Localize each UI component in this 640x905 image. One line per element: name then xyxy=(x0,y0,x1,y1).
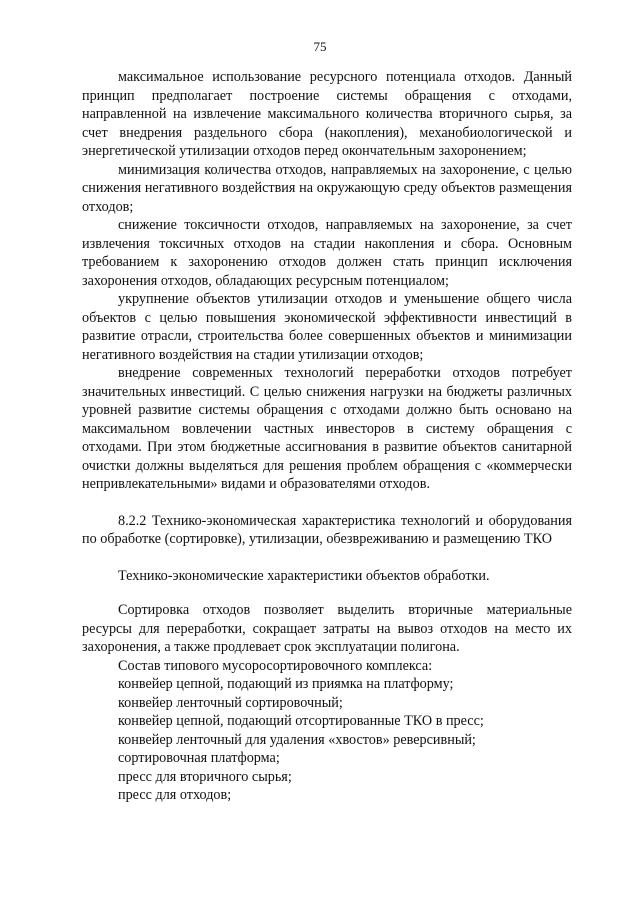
list-line: Состав типового мусоросортировочного комплекса: xyxy=(118,657,433,674)
list-line: пресс для вторичного сырья; xyxy=(118,768,292,785)
paragraph: снижение токсичности отходов, направляемых на захоронение, за счет извлечения токсичных отходов на стадии накопления и сбора. Основным требованием к захоронению отходов должен стать принцип исключения захоронения отходов, обладающих ресурсным потенциалом; xyxy=(82,217,572,289)
list-line: конвейер ленточный для удаления «хвостов» реверсивный; xyxy=(118,731,476,748)
list-line: конвейер цепной, подающий из приямка на платформу; xyxy=(118,676,454,692)
subheading: Технико-экономические характеристики объектов обработки. xyxy=(118,567,490,584)
list-line: пресс для отходов; xyxy=(118,787,232,803)
body-text xyxy=(82,68,572,805)
page-number: 75 xyxy=(313,39,327,54)
paragraph: внедрение современных технологий переработки отходов потребует значительных инвестиций. С целью снижения нагрузки на бюджеты различных уровней развитие системы обращения с отходами должно быть основано на максимальном вовлечении частных инвесторов в систему обращения с отходами. При этом бюджетные ассигнования в развитие объектов санитарной очистки должны выделяться для решения проблем обращения с «коммерчески непривлекательными» видами и образователями отходов. xyxy=(82,365,572,492)
paragraph: укрупнение объектов утилизации отходов и уменьшение общего числа объектов с целью повышения экономической эффективности инвестиций в развитие отрасли, строительства более совершенных объектов и минимизации негативного воздействия на стадии утилизации отходов; xyxy=(82,291,572,363)
list-line: сортировочная платформа; xyxy=(118,750,280,766)
list-line: конвейер цепной, подающий отсортированные ТКО в пресс; xyxy=(118,713,484,729)
intro-paragraph: Сортировка отходов позволяет выделить вторичные материальные ресурсы для переработки, сокращает затраты на вывоз отходов на место их захоронения, а также продлевает срок эксплуатации полигона. xyxy=(82,602,572,655)
list-line: конвейер ленточный сортировочный; xyxy=(118,694,343,711)
paragraph: минимизация количества отходов, направляемых на захоронение, с целью снижения негативного воздействия на окружающую среду объектов размещения отходов; xyxy=(82,161,572,215)
section-heading: 8.2.2 Технико-экономическая характеристика технологий и оборудования по обработке (сортировке), утилизации, обезвреживанию и размещению ТКО xyxy=(82,512,572,547)
paragraph: максимальное использование ресурсного потенциала отходов. Данный принцип предполагает построение системы обращения с отходами, направленной на извлечение максимального количества вторичного сырья, за счет внедрения раздельного сбора (накопления), механобиологической и энергетической утилизации отходов перед окончательным захоронением; xyxy=(82,69,572,159)
